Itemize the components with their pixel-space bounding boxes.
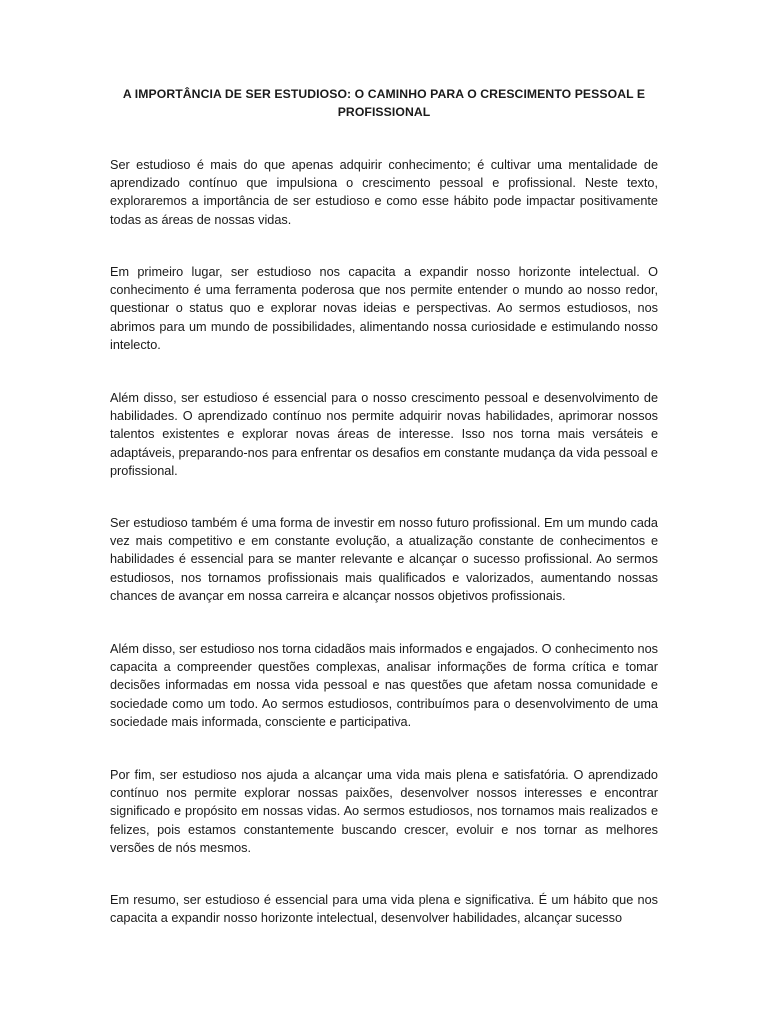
paragraph-summary: Em resumo, ser estudioso é essencial para uma vida plena e significativa. É um hábito que nos capacita a expandir nosso horizonte intelectual, desenvolver habilidades, alcançar sucesso xyxy=(110,893,658,926)
paragraph-introduction: Ser estudioso é mais do que apenas adquirir conhecimento; é cultivar uma mentalidade de aprendizado contínuo que impulsiona o crescimento pessoal e profissional. Neste texto, exploraremos a importância de ser estudioso e como esse hábito pode impactar positivamente todas as áreas de nossas vidas. xyxy=(110,158,658,227)
paragraph-informed-citizens: Além disso, ser estudioso nos torna cidadãos mais informados e engajados. O conhecimento nos capacita a compreender questões complexas, analisar informações de forma crítica e tomar decisões informadas em nossa vida pessoal e nas questões que afetam nossa comunidade e sociedade como um todo. Ao sermos estudiosos, contribuímos para o desenvolvimento de uma sociedade mais informada, consciente e participativa. xyxy=(110,642,658,729)
paragraph-professional-future: Ser estudioso também é uma forma de investir em nosso futuro profissional. Em um mundo cada vez mais competitivo e em constante evolução, a atualização constante de conhecimentos e habilidades é essencial para se manter relevante e alcançar o sucesso profissional. Ao sermos estudiosos, nos tornamos profissionais mais qualificados e valorizados, aumentando nossas chances de avançar em nossa carreira e alcançar nossos objetivos profissionais. xyxy=(110,516,658,603)
paragraph-personal-growth: Além disso, ser estudioso é essencial para o nosso crescimento pessoal e desenvolvimento de habilidades. O aprendizado contínuo nos permite adquirir novas habilidades, aprimorar nossos talentos existentes e explorar novas áreas de interesse. Isso nos torna mais versáteis e adaptáveis, preparando-nos para enfrentar os desafios em constante mudança da vida pessoal e profissional. xyxy=(110,391,658,478)
paragraph-intellectual-horizon: Em primeiro lugar, ser estudioso nos capacita a expandir nosso horizonte intelectual. O conhecimento é uma ferramenta poderosa que nos permite entender o mundo ao nosso redor, questionar o status quo e explorar novas ideias e perspectivas. Ao sermos estudiosos, nos abrimos para um mundo de possibilidades, alimentando nossa curiosidade e estimulando nosso intelecto. xyxy=(110,265,658,352)
paragraph-fulfilling-life: Por fim, ser estudioso nos ajuda a alcançar uma vida mais plena e satisfatória. O aprendizado contínuo nos permite explorar nossas paixões, desenvolver nossos interesses e encontrar significado e propósito em nossas vidas. Ao sermos estudiosos, nos tornamos mais realizados e felizes, pois estamos constantemente buscando crescer, evoluir e nos tornar as melhores versões de nós mesmos. xyxy=(110,768,658,855)
document-title: A IMPORTÂNCIA DE SER ESTUDIOSO: O CAMINHO PARA O CRESCIMENTO PESSOAL E PROFISSIONAL xyxy=(122,87,646,119)
